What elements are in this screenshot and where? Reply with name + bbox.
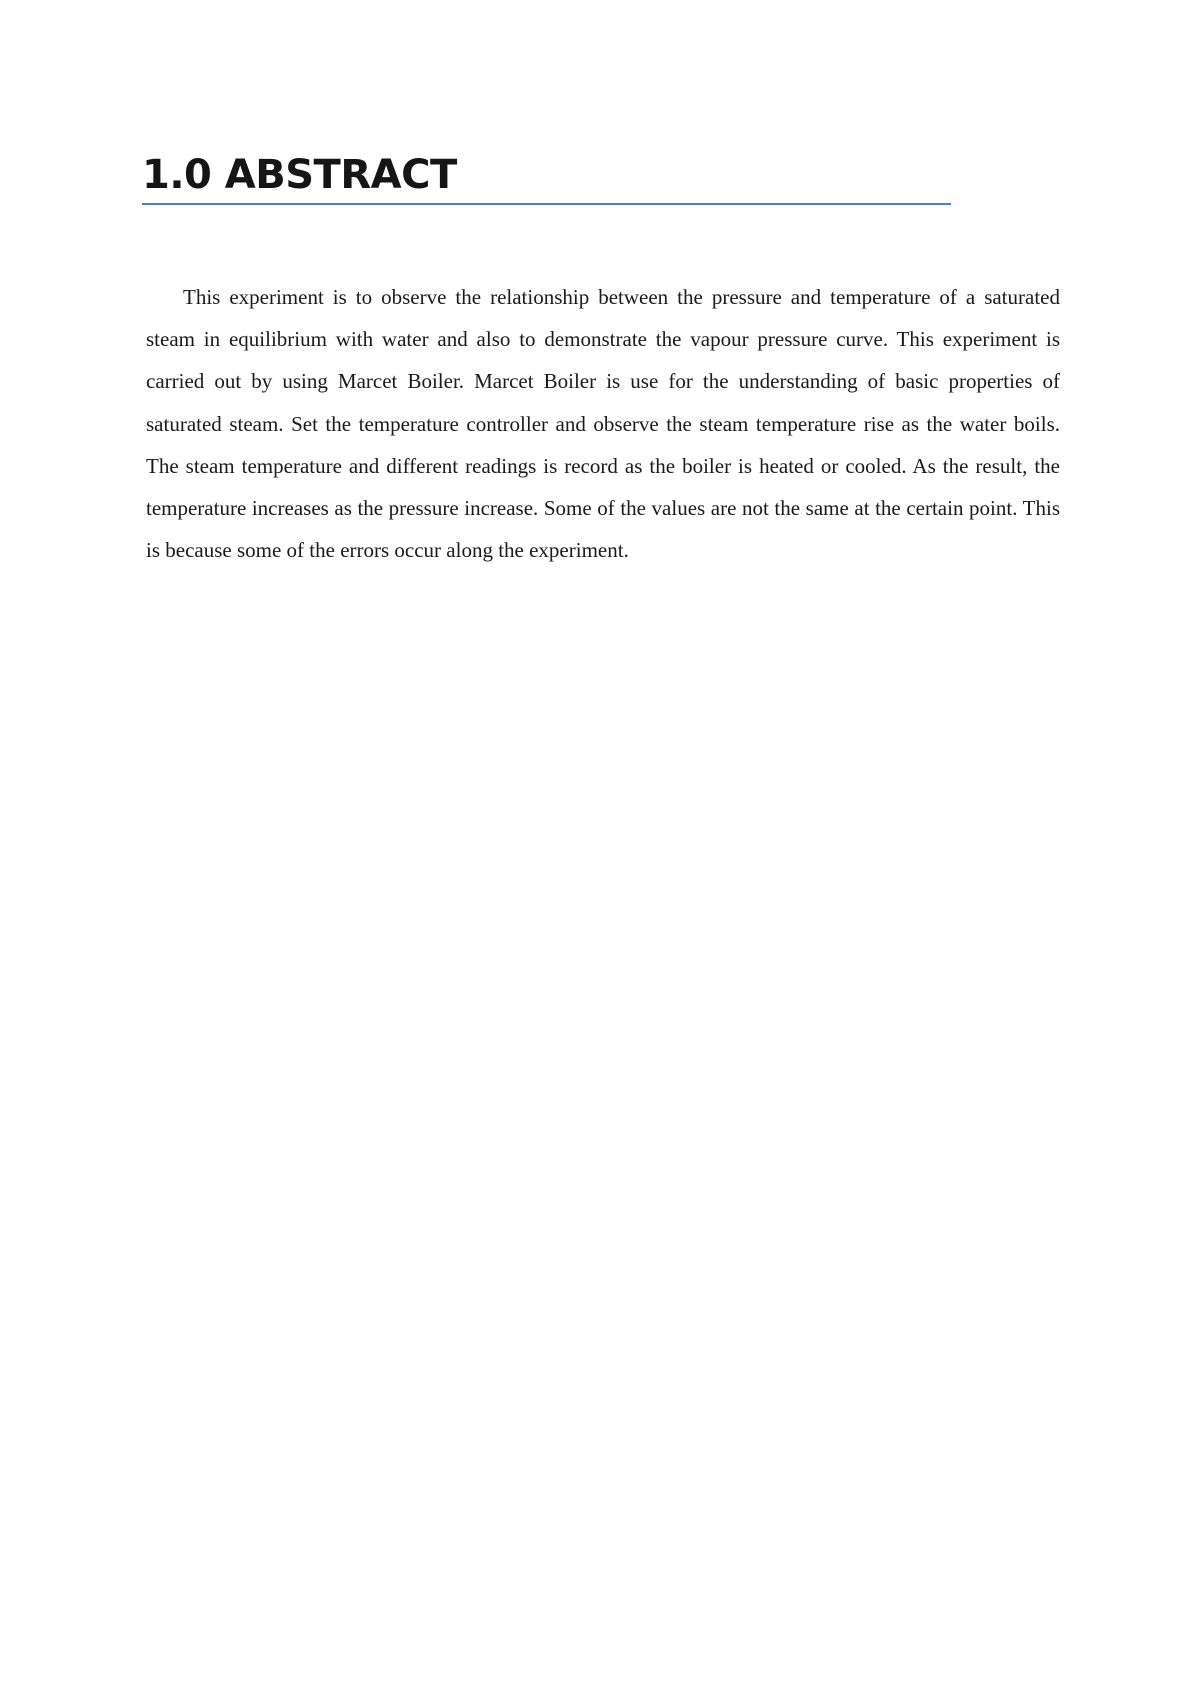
section-title: 1.0 ABSTRACT [142,152,457,198]
abstract-paragraph: This experiment is to observe the relationship between the pressure and temperature of a saturated steam in equilibrium with water and also to demonstrate the vapour pressure curve. This experiment is carried out by using Marcet Boiler. Marcet Boiler is use for the understanding of basic properties of saturated steam. Set the temperature controller and observe the steam temperature rise as the water boils. The steam temperature and different readings is record as the boiler is heated or cooled. As the result, the temperature increases as the pressure increase. Some of the values are not the same at the certain point. This is because some of the errors occur along the experiment. [146,285,1060,563]
section-header [142,150,951,205]
heading-underline [142,203,951,205]
